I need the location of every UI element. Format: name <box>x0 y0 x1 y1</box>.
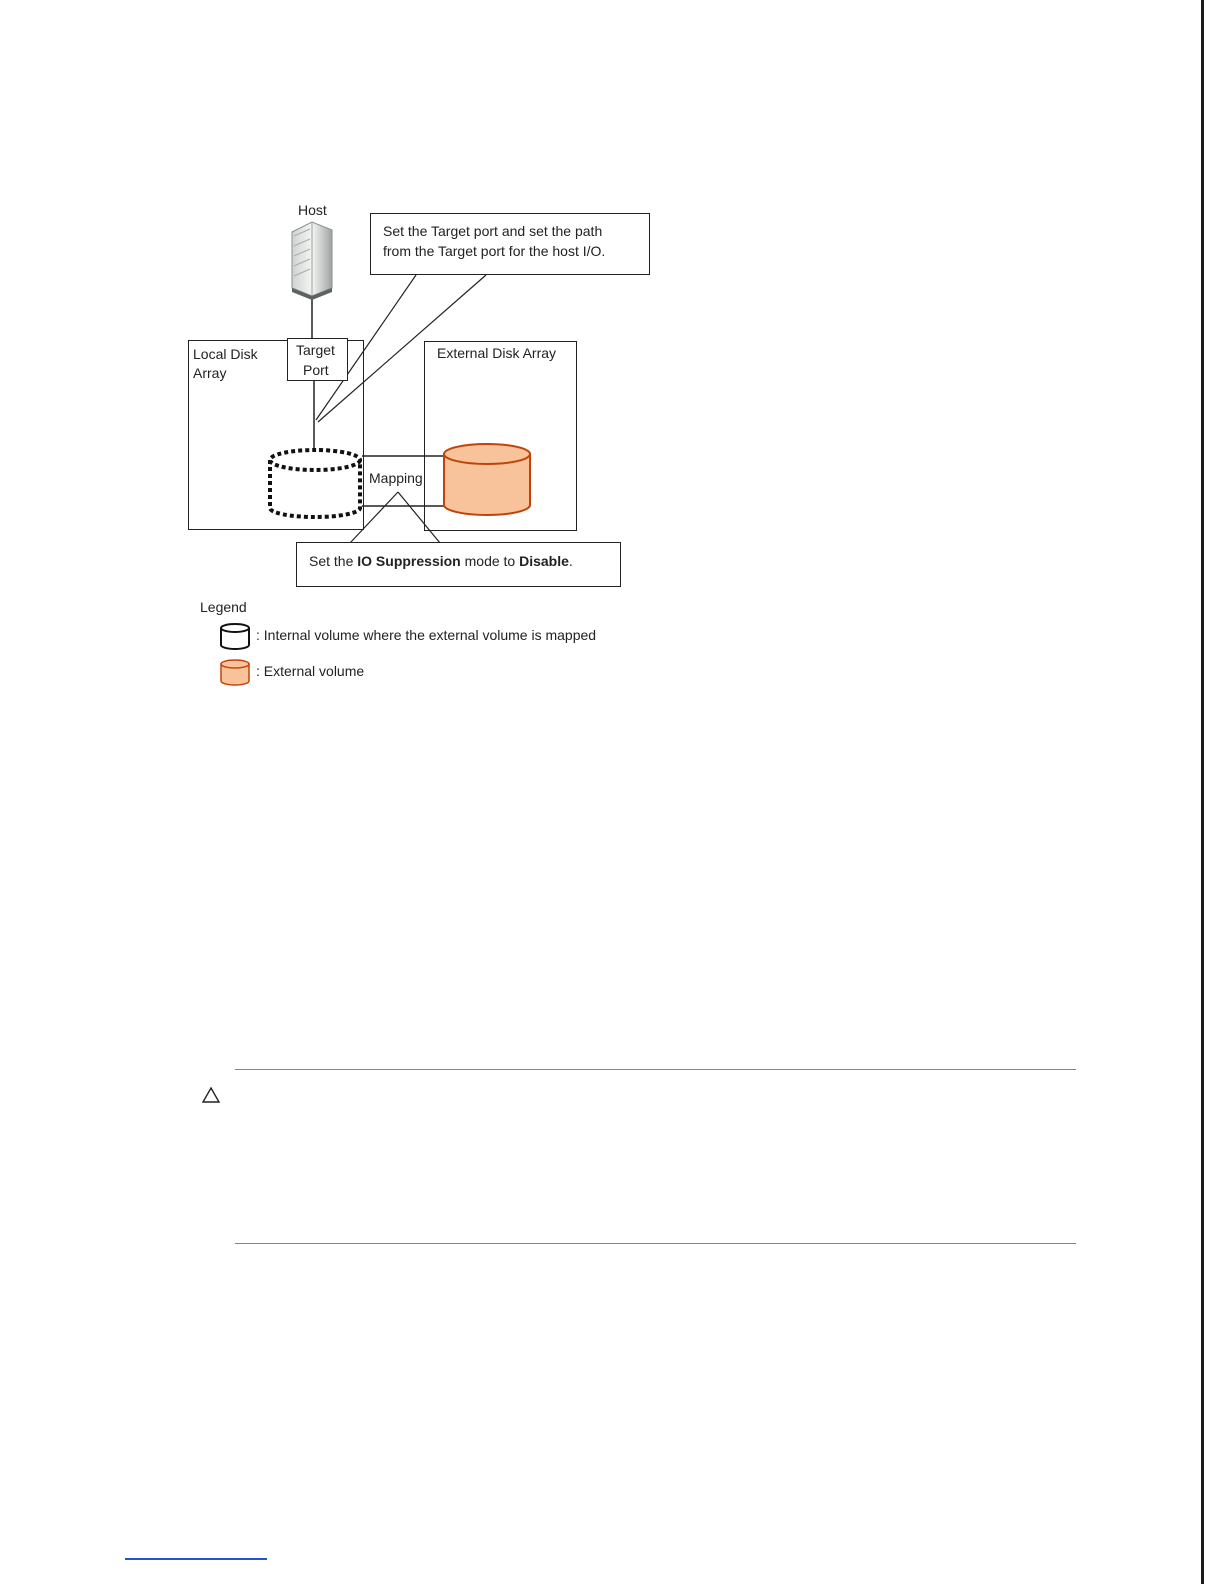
footer-link-underline <box>125 1558 267 1560</box>
diagram <box>0 0 1224 720</box>
callout-top-line2: from the Target port for the host I/O. <box>383 243 606 259</box>
callout-bottom-suffix: . <box>568 553 573 569</box>
caution-top-rule <box>235 1069 1076 1070</box>
callout-bottom-middle: mode to <box>460 553 520 569</box>
external-array-label: External Disk Array <box>437 345 557 361</box>
target-port-label-line1: Target <box>296 342 335 358</box>
host-server-icon <box>292 222 332 300</box>
callout-top-line1: Set the Target port and set the path <box>383 223 603 239</box>
callout-bottom-prefix: Set the <box>309 553 358 569</box>
legend-item-external-label: : External volume <box>256 663 365 679</box>
legend-external-volume-icon <box>218 657 252 687</box>
callout-bottom-bold2: Disable <box>519 553 569 569</box>
legend-internal-volume-icon <box>218 621 252 651</box>
mapping-label: Mapping <box>369 470 423 486</box>
caution-bottom-rule <box>235 1243 1076 1244</box>
callout-bottom-bold1: IO Suppression <box>357 553 461 569</box>
legend-item-internal-label: : Internal volume where the external volume is mapped <box>256 627 597 643</box>
caution-triangle-icon <box>201 1086 221 1104</box>
callout-target-port <box>370 213 650 275</box>
external-disk-array-box <box>424 341 577 531</box>
diagram-lines <box>0 0 1224 720</box>
legend-title: Legend <box>200 599 247 615</box>
callout-io-suppression <box>296 542 621 587</box>
target-port-label-line2: Port <box>303 362 329 378</box>
local-array-label-line2: Array <box>193 365 227 381</box>
local-array-label-line1: Local Disk <box>193 346 258 362</box>
host-label: Host <box>298 202 327 218</box>
